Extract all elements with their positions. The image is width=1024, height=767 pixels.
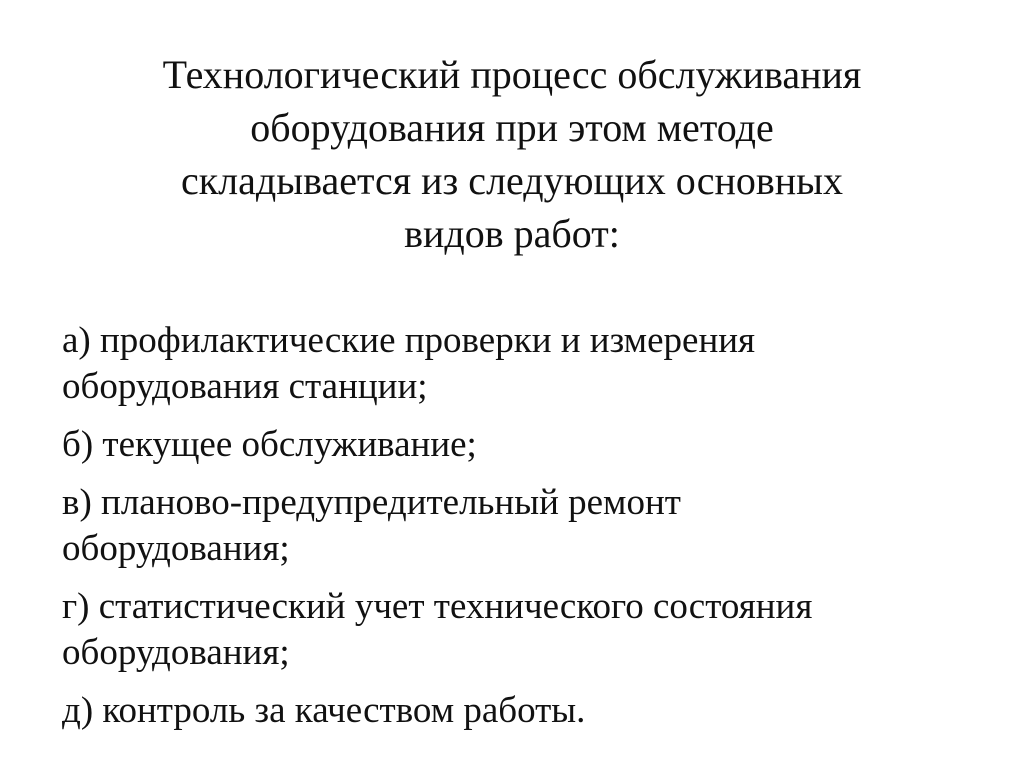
list-item-line: оборудования; xyxy=(62,632,290,673)
list-item xyxy=(62,480,982,572)
title-line: складывается из следующих основных xyxy=(180,158,844,203)
list-item-line: г) статистический учет технического состояния xyxy=(62,586,813,627)
list-item-line: оборудования станции; xyxy=(62,366,428,407)
title-line: Технологический процесс обслуживания xyxy=(162,52,862,97)
work-types-list xyxy=(62,318,982,746)
slide-title xyxy=(80,48,944,260)
title-line: оборудования при этом методе xyxy=(250,105,774,150)
title-line: видов работ: xyxy=(404,211,620,256)
list-item xyxy=(62,318,982,410)
list-item xyxy=(62,688,982,734)
list-item-line: в) планово-предупредительный ремонт xyxy=(62,482,681,523)
list-item xyxy=(62,584,982,676)
list-item-line: д) контроль за качеством работы. xyxy=(62,690,586,731)
list-item-line: оборудования; xyxy=(62,528,290,569)
list-item-line: а) профилактические проверки и измерения xyxy=(62,320,756,361)
list-item xyxy=(62,422,982,468)
list-item-line: б) текущее обслуживание; xyxy=(62,424,477,465)
